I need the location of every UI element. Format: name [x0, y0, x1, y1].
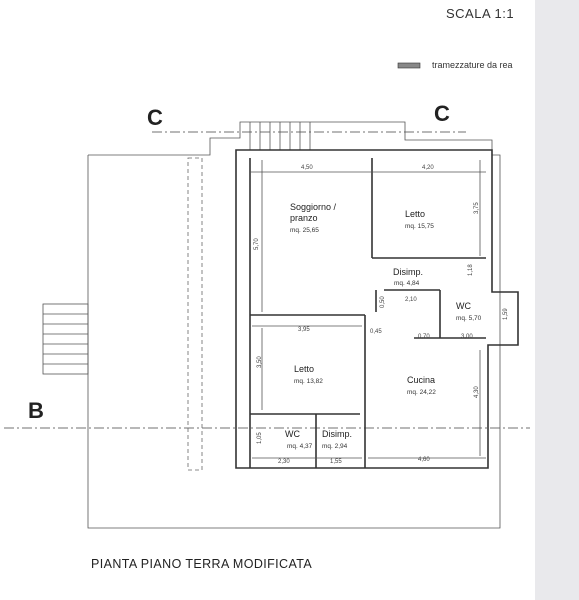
dim-420: 4,20 [422, 165, 434, 171]
legend-hatch-swatch [398, 63, 420, 68]
porch-dashed [188, 158, 202, 470]
plan-caption: PIANTA PIANO TERRA MODIFICATA [91, 557, 313, 571]
dim-395: 3,95 [298, 327, 310, 333]
room-disimp-center-area: mq. 4,84 [394, 280, 420, 287]
dim-118: 1,18 [468, 264, 474, 276]
dim-300: 3,00 [461, 334, 473, 340]
room-wc-right-name: WC [456, 301, 471, 311]
room-disimp-bottom-name: Disimp. [322, 429, 353, 439]
section-b-left: B [28, 398, 44, 423]
building-outer-wall [236, 150, 518, 468]
room-wc-right-area: mq. 5,70 [456, 315, 482, 322]
legend-label: tramezzature da rea [432, 60, 513, 70]
dim-230: 2,30 [278, 459, 290, 465]
dim-430: 4,30 [474, 386, 480, 398]
room-cucina-area: mq. 24,22 [407, 389, 436, 396]
section-c-left: C [147, 105, 163, 130]
room-soggiorno-name2: pranzo [290, 213, 318, 223]
room-letto-top-name: Letto [405, 209, 426, 219]
room-letto-bottom-name: Letto [294, 364, 315, 374]
section-c-right: C [434, 101, 450, 126]
room-disimp-center-name: Disimp. [393, 267, 424, 277]
room-letto-top-area: mq. 15,75 [405, 223, 434, 230]
room-soggiorno-name: Soggiorno / [290, 202, 337, 212]
top-stairs [250, 122, 310, 150]
terrace-outline [88, 122, 500, 528]
dim-375: 3,75 [474, 202, 480, 214]
dim-210: 2,10 [405, 297, 417, 303]
interior-walls [250, 158, 486, 468]
left-stairs [43, 304, 88, 374]
room-letto-bottom-area: mq. 13,82 [294, 378, 323, 385]
scan-edge-strip [535, 0, 579, 600]
room-soggiorno-area: mq. 25,65 [290, 227, 319, 234]
dim-070: 0,70 [418, 334, 430, 340]
dim-045: 0,45 [370, 329, 382, 335]
dim-350: 3,50 [257, 356, 263, 368]
dim-155: 1,55 [330, 459, 342, 465]
dim-050: 0,50 [380, 296, 386, 308]
dim-105: 1,05 [257, 432, 263, 444]
room-wc-bottom-name: WC [285, 429, 300, 439]
room-disimp-bottom-area: mq. 2,94 [322, 443, 348, 450]
room-wc-bottom-area: mq. 4,37 [287, 443, 313, 450]
scale-label: SCALA 1:1 [446, 6, 515, 21]
dim-570: 5,70 [254, 238, 260, 250]
dim-159: 1,59 [503, 308, 509, 320]
room-cucina-name: Cucina [407, 375, 436, 385]
dim-460: 4,60 [418, 457, 430, 463]
dim-450: 4,50 [301, 165, 313, 171]
